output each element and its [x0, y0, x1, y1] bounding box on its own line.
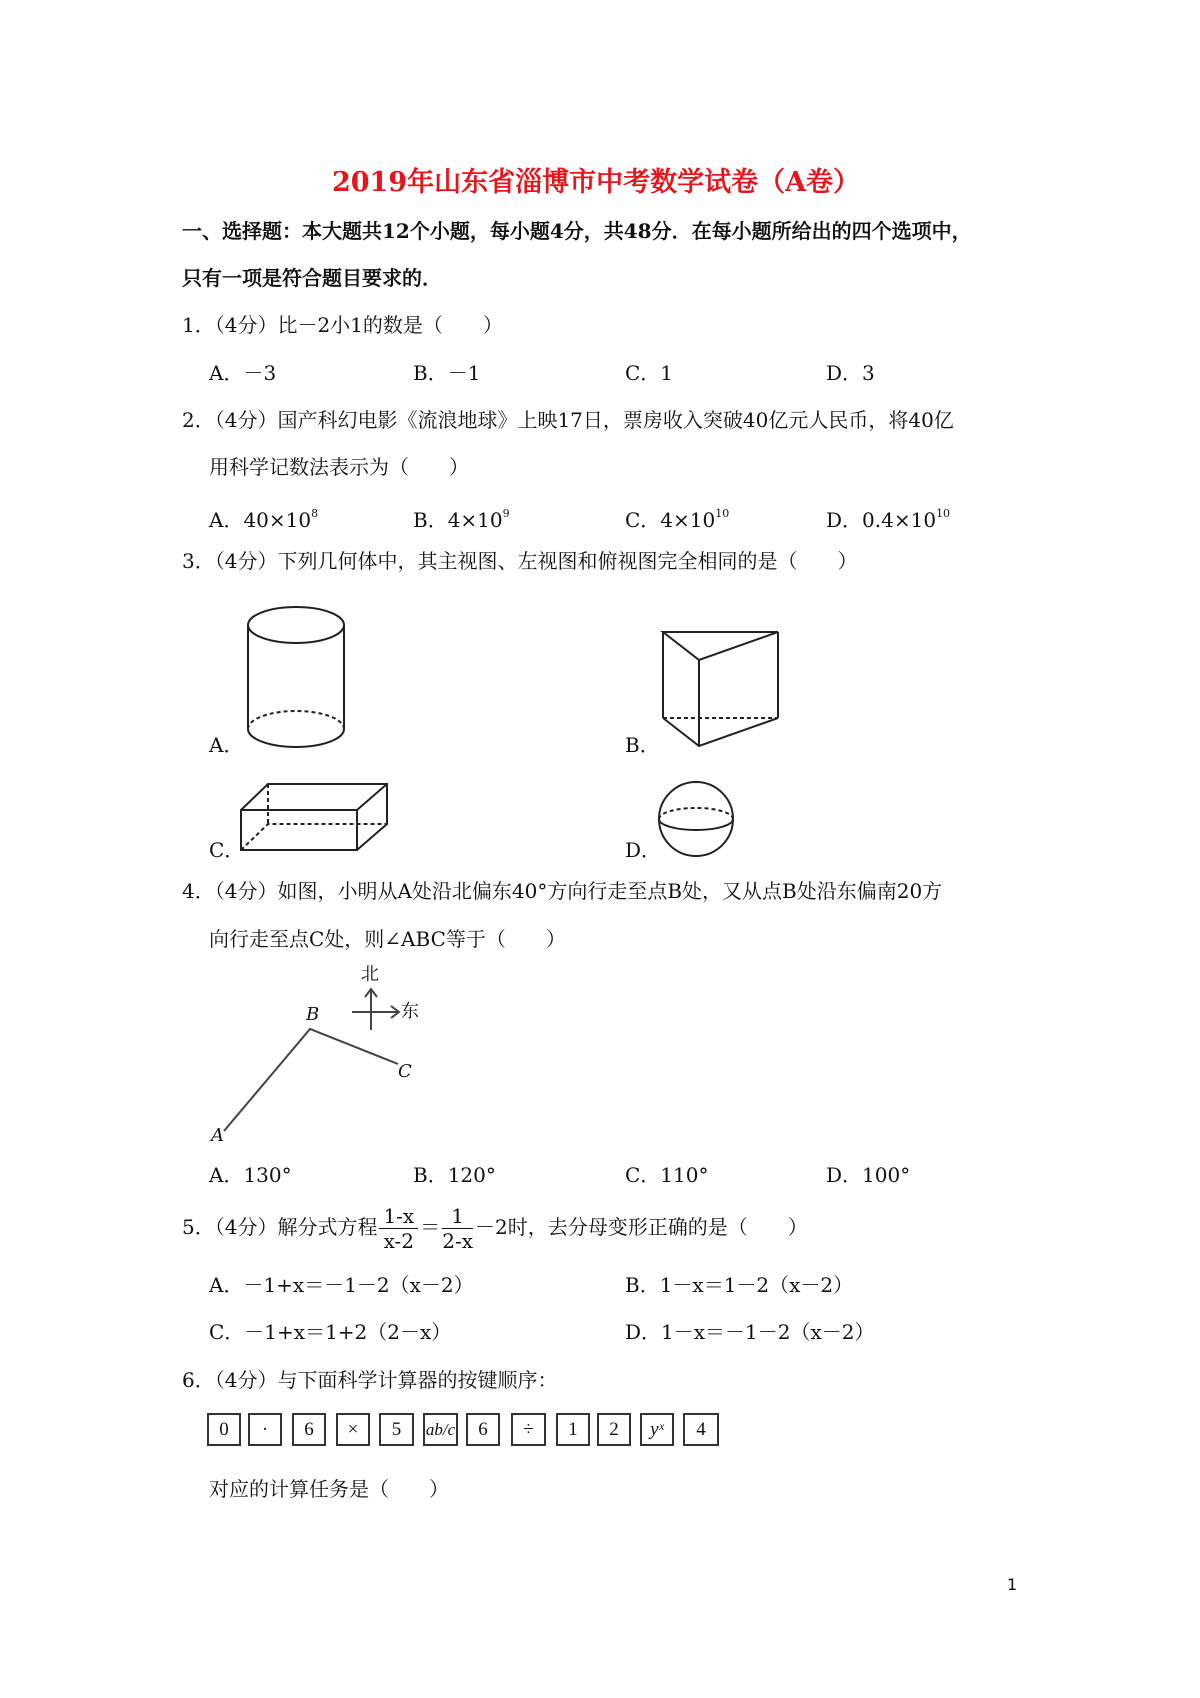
q4-option-d: D．100°	[826, 1163, 911, 1187]
q2-stem-line2: 用科学记数法表示为（ ）	[209, 455, 469, 479]
q6-stem: 6．（4分）与下面科学计算器的按键顺序：	[182, 1368, 558, 1392]
q5-option-d: D．1－x＝－1－2（x－2）	[625, 1320, 875, 1344]
q3-stem: 3．（4分）下列几何体中，其主视图、左视图和俯视图完全相同的是（ ）	[182, 549, 858, 573]
calculator-key-fraction: ab/c	[423, 1413, 458, 1446]
north-label: 北	[361, 964, 379, 985]
exam-title: 2019年山东省淄博市中考数学试卷（A卷）	[331, 167, 861, 198]
q5-prefix: 5．（4分）解分式方程	[182, 1215, 378, 1239]
q2-option-c-exp: 10	[715, 507, 730, 520]
q3-label-b: B．	[625, 733, 660, 757]
page-number: 1	[1007, 1575, 1018, 1594]
calculator-key-2: 2	[597, 1413, 631, 1446]
calculator-key-4: 4	[683, 1413, 719, 1446]
calculator-key-6b: 6	[466, 1413, 500, 1446]
calculator-key-multiply: ×	[336, 1413, 370, 1446]
calculator-key-5: 5	[379, 1413, 414, 1446]
fraction-2-numerator: 1	[442, 1204, 473, 1229]
triangular-prism-figure	[663, 632, 778, 746]
cylinder-figure	[248, 607, 344, 747]
calculator-key-6: 6	[292, 1413, 326, 1446]
cuboid-figure	[241, 784, 387, 850]
calculator-key-divide: ÷	[511, 1413, 546, 1446]
q4-option-b: B．120°	[413, 1163, 496, 1187]
q2-option-d-exp: 10	[936, 507, 951, 520]
q2-option-a-base: A．40×10	[209, 508, 312, 532]
q3-label-c: C．	[209, 838, 245, 862]
q5-option-b: B．1－x＝1－2（x－2）	[625, 1273, 854, 1297]
q1-option-d: D．3	[826, 361, 875, 385]
q2-option-b-exp: 9	[502, 507, 510, 520]
fraction-2	[442, 1204, 473, 1253]
q4-option-c: C．110°	[625, 1163, 709, 1187]
calculator-key-dot: ·	[248, 1413, 282, 1446]
equals-sign: ＝	[420, 1215, 441, 1239]
fraction-1	[379, 1204, 418, 1253]
q1-option-a: A．－3	[209, 361, 277, 385]
q5-option-c: C．－1+x＝1+2（2－x）	[209, 1320, 452, 1344]
section-heading-line1: 一、选择题：本大题共12个小题，每小题4分，共48分．在每小题所给出的四个选项中，	[182, 219, 972, 243]
q2-option-d-base: D．0.4×10	[826, 508, 937, 532]
section-heading-line2: 只有一项是符合题目要求的．	[182, 266, 442, 290]
calculator-key-0: 0	[207, 1413, 241, 1446]
point-a-label: A	[211, 1125, 224, 1146]
q2-option-a-exp: 8	[311, 507, 319, 520]
fraction-1-denominator: x-2	[383, 1229, 415, 1253]
q4-stem-line2: 向行走至点C处，则∠ABC等于（ ）	[209, 927, 566, 951]
q1-stem: 1．（4分）比－2小1的数是（ ）	[182, 313, 503, 337]
east-label: 东	[401, 1001, 419, 1022]
q5-option-a: A．－1+x＝－1－2（x－2）	[209, 1273, 474, 1297]
q2-stem-line1: 2．（4分）国产科幻电影《流浪地球》上映17日，票房收入突破40亿元人民币，将40亿	[182, 408, 954, 432]
fraction-2-denominator: 2-x	[442, 1229, 473, 1253]
sphere-figure	[659, 782, 733, 856]
fraction-1-numerator: 1-x	[379, 1204, 418, 1229]
q1-option-c: C．1	[625, 361, 674, 385]
q2-option-b-base: B．4×10	[413, 508, 503, 532]
calculator-key-power: yˣ	[640, 1413, 674, 1446]
q6-question: 对应的计算任务是（ ）	[209, 1477, 449, 1501]
q5-stem	[182, 1202, 808, 1253]
q2-option-c-base: C．4×10	[625, 508, 716, 532]
q4-stem-line1: 4．（4分）如图，小明从A处沿北偏东40°方向行走至点B处，又从点B处沿东偏南20方	[182, 879, 943, 903]
q3-label-a: A．	[209, 733, 244, 757]
calculator-key-1: 1	[556, 1413, 590, 1446]
q1-option-b: B．－1	[413, 361, 481, 385]
point-b-label: B	[306, 1004, 320, 1025]
point-c-label: C	[398, 1061, 412, 1082]
q5-suffix: －2时，去分母变形正确的是（ ）	[474, 1215, 808, 1239]
q4-option-a: A．130°	[209, 1163, 292, 1187]
q3-label-d: D．	[625, 838, 662, 862]
